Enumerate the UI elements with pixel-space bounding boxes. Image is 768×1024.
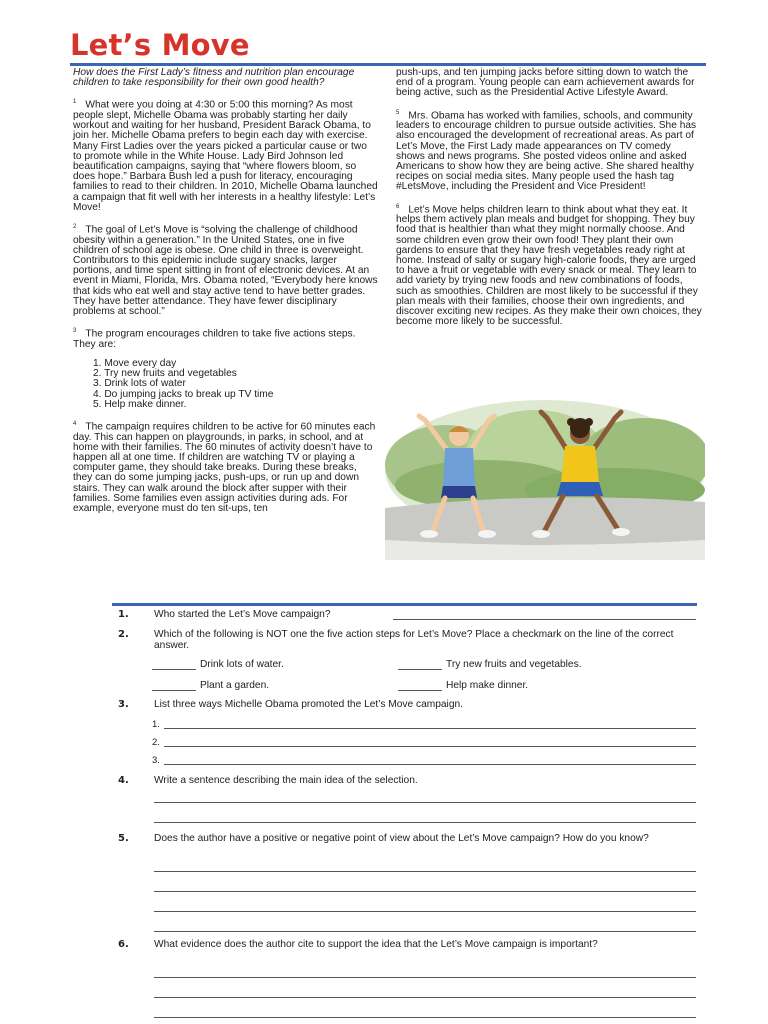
- paragraph-4: [73, 419, 378, 514]
- action-steps-list: [73, 359, 378, 410]
- answer-line[interactable]: [154, 977, 696, 978]
- option-fruits-vegetables: Try new fruits and vegetables.: [446, 659, 582, 670]
- paragraph-6: [396, 202, 702, 328]
- checkmark-line[interactable]: [398, 669, 442, 670]
- paragraph-number: 3: [73, 328, 77, 335]
- paragraph-number: 4: [73, 421, 77, 428]
- right-column: [396, 68, 702, 336]
- question-text: Does the author have a positive or negative point of view about the Let’s Move campaign? How do you know?: [154, 833, 649, 844]
- paragraph-text: The goal of Let’s Move is “solving the challenge of childhood obesity within a generation.” In the United States, one in five children of school age is obese. One child in three is overweight. Contributors to this epidemic include sugary snacks, larger portions, and time spent sitting in front of electronic devices. At an event in Miami, Florida, Mrs. Obama noted, “Everybody here knows that kids who eat well and stay active tend to have better grades. They have better attendance. They have fewer disciplinary problems at school.”: [73, 224, 378, 318]
- answer-line[interactable]: [154, 802, 696, 803]
- checkmark-line[interactable]: [152, 690, 196, 691]
- paragraph-2: [73, 222, 378, 317]
- question-number: 4.: [118, 775, 129, 786]
- question-text: Write a sentence describing the main idea of the selection.: [154, 775, 418, 786]
- list-item: 1. Move every day: [93, 358, 177, 370]
- checkmark-line[interactable]: [398, 690, 442, 691]
- paragraph-text: The campaign requires children to be active for 60 minutes each day. This can happen on playgrounds, in parks, in school, and at home with their families. The 60 minutes of activity doesn’t have to happen all at one time. If children are watching TV or playing a computer game, they should take breaks. During these breaks, they can do some jumping jacks, push-ups, or run up and down stairs. They can walk around the block after supper with their families. Some families even assign activities during ads. For example, everyone must do ten sit-ups, ten: [73, 421, 376, 515]
- intro-question: How does the First Lady’s fitness and nutrition plan encourage children to take responsibility for their own good health?: [73, 67, 355, 89]
- paragraph-number: 1: [73, 99, 77, 106]
- question-text: Which of the following is NOT one the five action steps for Let’s Move? Place a checkmark on the line of the correct answer.: [154, 629, 674, 651]
- list-item: 3. Drink lots of water: [93, 378, 186, 390]
- answer-line[interactable]: [154, 911, 696, 912]
- question-number: 1.: [118, 609, 129, 620]
- option-drink-water: Drink lots of water.: [200, 659, 284, 670]
- answer-line[interactable]: [164, 764, 696, 765]
- question-number: 6.: [118, 939, 129, 950]
- paragraph-number: 6: [396, 203, 400, 210]
- list-number: 2.: [152, 737, 160, 748]
- answer-line[interactable]: [154, 891, 696, 892]
- answer-line[interactable]: [164, 728, 696, 729]
- paragraph-4-continued: push-ups, and ten jumping jacks before sitting down to watch the end of a program. Young people can earn achievement awards for being active, such as the Presidential Active Lifestyle Award.: [396, 67, 695, 99]
- paragraph-3: [73, 326, 378, 350]
- left-column: [73, 68, 378, 523]
- question-number: 3.: [118, 699, 129, 710]
- checkmark-line[interactable]: [152, 669, 196, 670]
- answer-line[interactable]: [154, 822, 696, 823]
- list-item: 4. Do jumping jacks to break up TV time: [93, 388, 274, 400]
- paragraph-text: Let’s Move helps children learn to think about what they eat. It helps them actively plan meals and budget for shopping. They buy food that is healthier than what they might normally choose. And some children even grow their own food! They plant their own gardens to ensure that they have fresh vegetables ready right at home. Instead of salty or sugary high-calorie foods, they are urged to have a fruit or vegetable with every snack or meal. They learn to add variety by trying new foods and new combinations of foods, such as smoothies. Children are most likely to be successful if they plan meals with their families, choose their own ingredients, and discover exciting new recipes. As they make their own choices, they become more likely to be successful.: [396, 204, 702, 328]
- answer-line[interactable]: [393, 619, 696, 620]
- paragraph-number: 5: [396, 109, 400, 116]
- list-number: 1.: [152, 719, 160, 730]
- children-jumping-illustration: [385, 390, 705, 560]
- answer-line[interactable]: [164, 746, 696, 747]
- answer-line[interactable]: [154, 1017, 696, 1018]
- question-text: Who started the Let’s Move campaign?: [154, 609, 331, 620]
- list-number: 3.: [152, 755, 160, 766]
- answer-line[interactable]: [154, 997, 696, 998]
- paragraph-text: Mrs. Obama has worked with families, schools, and community leaders to encourage children to pursue outside activities. She has also encouraged the development of recreational areas. As part of Let’s Move, the First Lady made appearances on TV comedy shows and news programs. She posted videos online and asked Americans to show how they are being active. She shared healthy recipes on social media sites. Many people used the hash tag #LetsMove, including the President and Vice President!: [396, 110, 697, 193]
- answer-line[interactable]: [154, 931, 696, 932]
- page-title: Let’s Move: [70, 28, 250, 62]
- paragraph-5: [396, 108, 702, 193]
- answer-line[interactable]: [154, 871, 696, 872]
- paragraph-text: What were you doing at 4:30 or 5:00 this morning? As most people slept, Michelle Obama was probably starting her daily workout and waiting for her husband, President Barack Obama, to join her. Michelle Obama prefers to begin each day with exercise. Many First Ladies over the years picked a particular cause or two to promote while in the White House. Lady Bird Johnson led beautification campaigns, saying that “where flowers bloom, so does hope.” Barbara Bush led a push for literacy, encouraging families to read to their children. In 2010, Michelle Obama launched a campaign that fit well with her interests in a healthy lifestyle: Let’s Move!: [73, 99, 378, 213]
- question-text: What evidence does the author cite to support the idea that the Let’s Move campaign is important?: [154, 939, 598, 950]
- paragraph-text: The program encourages children to take five actions steps. They are:: [73, 328, 356, 350]
- paragraph-1: [73, 97, 378, 213]
- list-item: 2. Try new fruits and vegetables: [93, 368, 237, 380]
- paragraph-number: 2: [73, 224, 77, 231]
- question-number: 5.: [118, 833, 129, 844]
- questions-rule: [112, 603, 697, 606]
- list-item: 5. Help make dinner.: [93, 398, 187, 410]
- option-plant-garden: Plant a garden.: [200, 680, 270, 691]
- question-text: List three ways Michelle Obama promoted the Let’s Move campaign.: [154, 699, 463, 710]
- option-help-dinner: Help make dinner.: [446, 680, 529, 691]
- question-number: 2.: [118, 629, 129, 640]
- title-rule: [70, 63, 706, 66]
